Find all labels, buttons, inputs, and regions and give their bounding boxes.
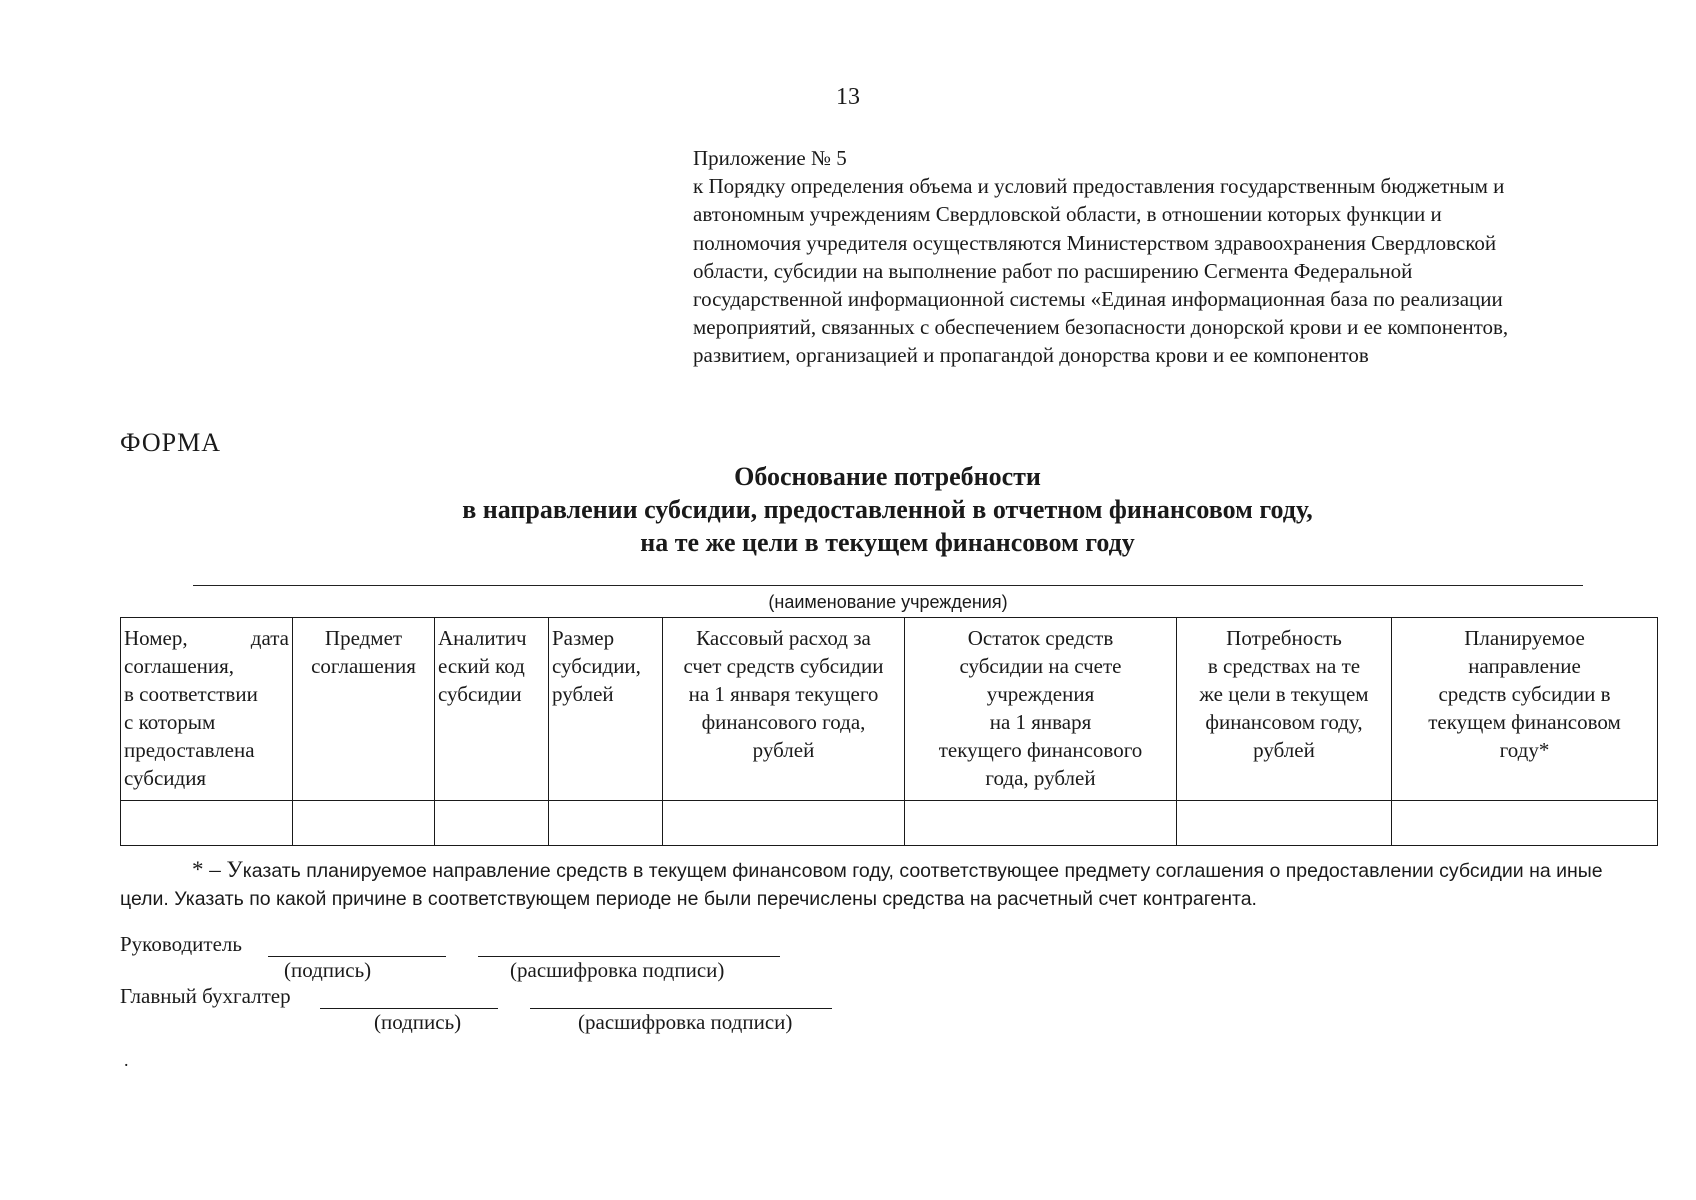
header-text: рублей [552, 682, 614, 706]
header-text: счет средств субсидии [683, 654, 884, 678]
annex-line: полномочия учредителя осуществляются Министерством здравоохранения Свердловской [693, 230, 1497, 255]
header-text: Потребность [1226, 626, 1342, 650]
header-text: Аналитич [438, 626, 527, 650]
annex-line: государственной информационной системы «Единая информационная база по реализации [693, 287, 1503, 312]
form-label: ФОРМА [120, 428, 221, 457]
document-title [0, 460, 1696, 559]
form-table [120, 617, 1658, 846]
header-subsidy-amount [549, 618, 663, 801]
institution-caption: (наименование учреждения) [768, 592, 1008, 612]
header-planned-direction [1392, 618, 1658, 801]
header-need [1177, 618, 1392, 801]
head-signature-line [268, 956, 446, 957]
header-text: с которым [124, 710, 216, 734]
table-cell[interactable] [121, 801, 293, 846]
accountant-decoding-caption: (расшифровка подписи) [578, 1010, 793, 1034]
header-text: средств субсидии в [1438, 682, 1611, 706]
accountant-decoding-line [530, 1008, 832, 1009]
header-text: соглашения, [124, 654, 235, 678]
accountant-signature-line [320, 1008, 498, 1009]
table-cell[interactable] [435, 801, 549, 846]
header-analytic-code [435, 618, 549, 801]
head-label: Руководитель [120, 932, 242, 956]
header-text: на 1 января [989, 710, 1092, 734]
table-row [121, 801, 1658, 846]
stray-mark: . [124, 1050, 129, 1070]
header-text: году* [1499, 738, 1550, 762]
header-agreement-number [121, 618, 293, 801]
table-cell[interactable] [1392, 801, 1658, 846]
header-cash-expense [663, 618, 905, 801]
footnote-line [120, 856, 1657, 885]
institution-name-line [193, 585, 1583, 586]
header-text: субсидии [438, 682, 522, 706]
header-text: Остаток средств [967, 626, 1114, 650]
header-text: рублей [752, 738, 815, 762]
accountant-signature-caption: (подпись) [374, 1010, 462, 1034]
table-cell[interactable] [293, 801, 435, 846]
head-decoding-caption: (расшифровка подписи) [510, 958, 725, 982]
annex-line: к Порядку определения объема и условий предоставления государственным бюджетным и [693, 174, 1505, 199]
header-text: текущем финансовом [1428, 710, 1621, 734]
annex-line: развитием, организацией и пропагандой донорства крови и ее компонентов [693, 343, 1369, 368]
annex-block [693, 144, 1653, 370]
page-number: 13 [836, 84, 860, 110]
footnote-line: цели. Указать по какой причине в соответствующем периоде не были перечислены средства на расчетный счет контрагента. [120, 888, 1257, 910]
head-signature-caption: (подпись) [284, 958, 372, 982]
header-text: соглашения [311, 654, 416, 678]
annex-line: автономным учреждениям Свердловской области, в отношении которых функции и [693, 202, 1442, 227]
header-text: субсидии, [552, 654, 641, 678]
title-line: в направлении субсидии, предоставленной в отчетном финансовом году, [462, 495, 1313, 524]
header-balance [905, 618, 1177, 801]
header-text: еский код [438, 654, 525, 678]
header-text: финансового года, [701, 710, 866, 734]
header-text: же цели в текущем [1199, 682, 1369, 706]
annex-title: Приложение № 5 [693, 146, 847, 170]
header-text: рублей [1253, 738, 1315, 762]
header-text: учреждения [986, 682, 1095, 706]
table-cell[interactable] [905, 801, 1177, 846]
header-text: года, рублей [985, 766, 1096, 790]
header-text: на 1 января текущего [688, 682, 879, 706]
annex-line: области, субсидии на выполнение работ по расширению Сегмента Федеральной [693, 258, 1413, 283]
header-text: Кассовый расход за [696, 626, 871, 650]
header-text: предоставлена [124, 738, 255, 762]
header-text: Размер [552, 626, 615, 650]
annex-line: мероприятий, связанных с обеспечением безопасности донорской крови и ее компонентов, [693, 315, 1509, 340]
header-text: в средствах на те [1207, 654, 1361, 678]
header-text: в соответствии [124, 682, 258, 706]
header-text: Предмет [324, 626, 403, 650]
title-line: Обоснование потребности [734, 462, 1041, 491]
table-cell[interactable] [549, 801, 663, 846]
footnote-star: * – У [192, 857, 243, 882]
footnote [120, 856, 1657, 913]
header-text: финансовом году, [1205, 710, 1363, 734]
header-agreement-subject [293, 618, 435, 801]
footnote-text: казать планируемое направление средств в текущем финансовом году, соответствующее предмету соглашения о предоставлении субсидии на иные [242, 860, 1603, 882]
header-text: Номер, [124, 626, 188, 650]
table-header-row [121, 618, 1658, 801]
accountant-label: Главный бухгалтер [120, 984, 291, 1008]
table-cell[interactable] [663, 801, 905, 846]
header-text: текущего финансового [938, 738, 1143, 762]
header-text: субсидии на счете [959, 654, 1122, 678]
head-decoding-line [478, 956, 780, 957]
header-text: Планируемое [1464, 626, 1585, 650]
title-line: на те же цели в текущем финансовом году [640, 528, 1135, 557]
header-text: дата [250, 626, 289, 650]
table-cell[interactable] [1177, 801, 1392, 846]
header-text: субсидия [124, 766, 207, 790]
header-text: направление [1468, 654, 1581, 678]
